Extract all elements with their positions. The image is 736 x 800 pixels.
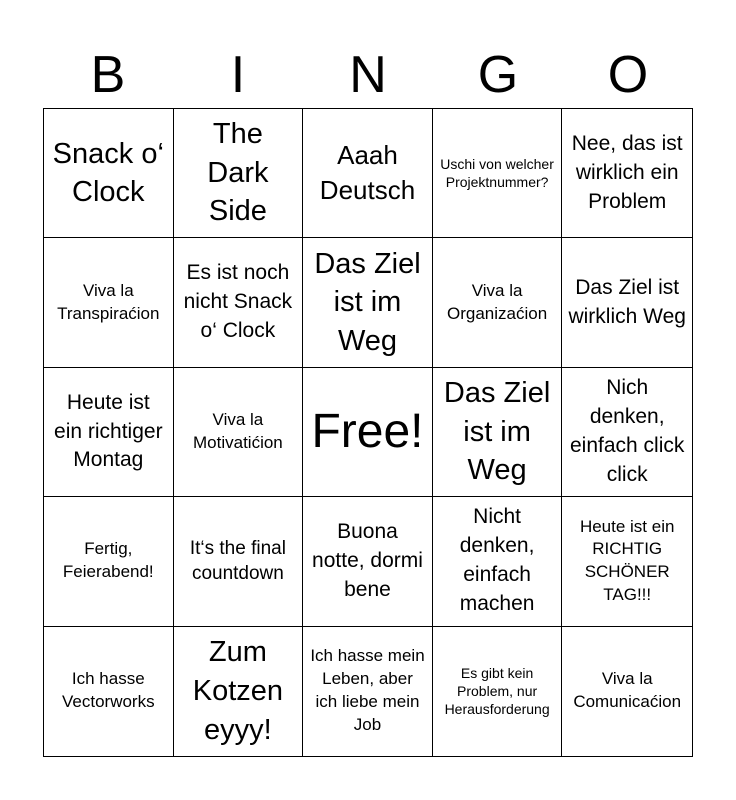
bingo-board [43, 108, 693, 757]
bingo-cell[interactable]: Nicht denken, einfach machen [433, 497, 563, 626]
bingo-cell[interactable]: Snack o‘ Clock [44, 109, 174, 238]
free-space-cell[interactable]: Free! [303, 368, 433, 497]
header-letter-g: G [477, 46, 519, 104]
bingo-cell[interactable]: Heute ist ein RICHTIG SCHÖNER TAG!!! [562, 497, 692, 626]
bingo-cell[interactable]: Uschi von welcher Projektnummer? [433, 109, 563, 238]
bingo-cell[interactable]: Nich denken, einfach click click [562, 368, 692, 497]
header-letter-b: B [90, 46, 126, 104]
bingo-header [43, 42, 693, 108]
bingo-cell[interactable]: It‘s the final countdown [174, 497, 304, 626]
bingo-cell[interactable]: Das Ziel ist im Weg [303, 238, 433, 367]
bingo-cell[interactable]: Aaah Deutsch [303, 109, 433, 238]
bingo-cell[interactable]: Ich hasse mein Leben, aber ich liebe mein Job [303, 627, 433, 756]
bingo-cell[interactable]: Heute ist ein richtiger Montag [44, 368, 174, 497]
bingo-cell[interactable]: Das Ziel ist im Weg [433, 368, 563, 497]
bingo-cell[interactable]: Es ist noch nicht Snack o‘ Clock [174, 238, 304, 367]
bingo-cell[interactable]: Viva la Organizaćion [433, 238, 563, 367]
bingo-cell[interactable]: Zum Kotzen eyyy! [174, 627, 304, 756]
header-letter-i: I [230, 46, 246, 104]
bingo-cell[interactable]: Ich hasse Vectorworks [44, 627, 174, 756]
bingo-cell[interactable]: Fertig, Feierabend! [44, 497, 174, 626]
bingo-cell[interactable]: Nee, das ist wirklich ein Problem [562, 109, 692, 238]
bingo-cell[interactable]: Viva la Transpiraćion [44, 238, 174, 367]
bingo-cell[interactable]: Viva la Comunicaćion [573, 669, 682, 712]
header-letter-n: N [349, 46, 387, 104]
bingo-cell[interactable]: Viva la Motivatićion [174, 368, 304, 497]
bingo-cell[interactable]: Das Ziel ist wirklich Weg [562, 238, 692, 367]
bingo-cell[interactable]: Buona notte, dormi bene [303, 497, 433, 626]
bingo-cell[interactable]: Es gibt kein Problem, nur Herausforderung [433, 627, 563, 756]
bingo-cell[interactable]: The Dark Side [174, 109, 304, 238]
header-letter-o: O [607, 46, 649, 104]
